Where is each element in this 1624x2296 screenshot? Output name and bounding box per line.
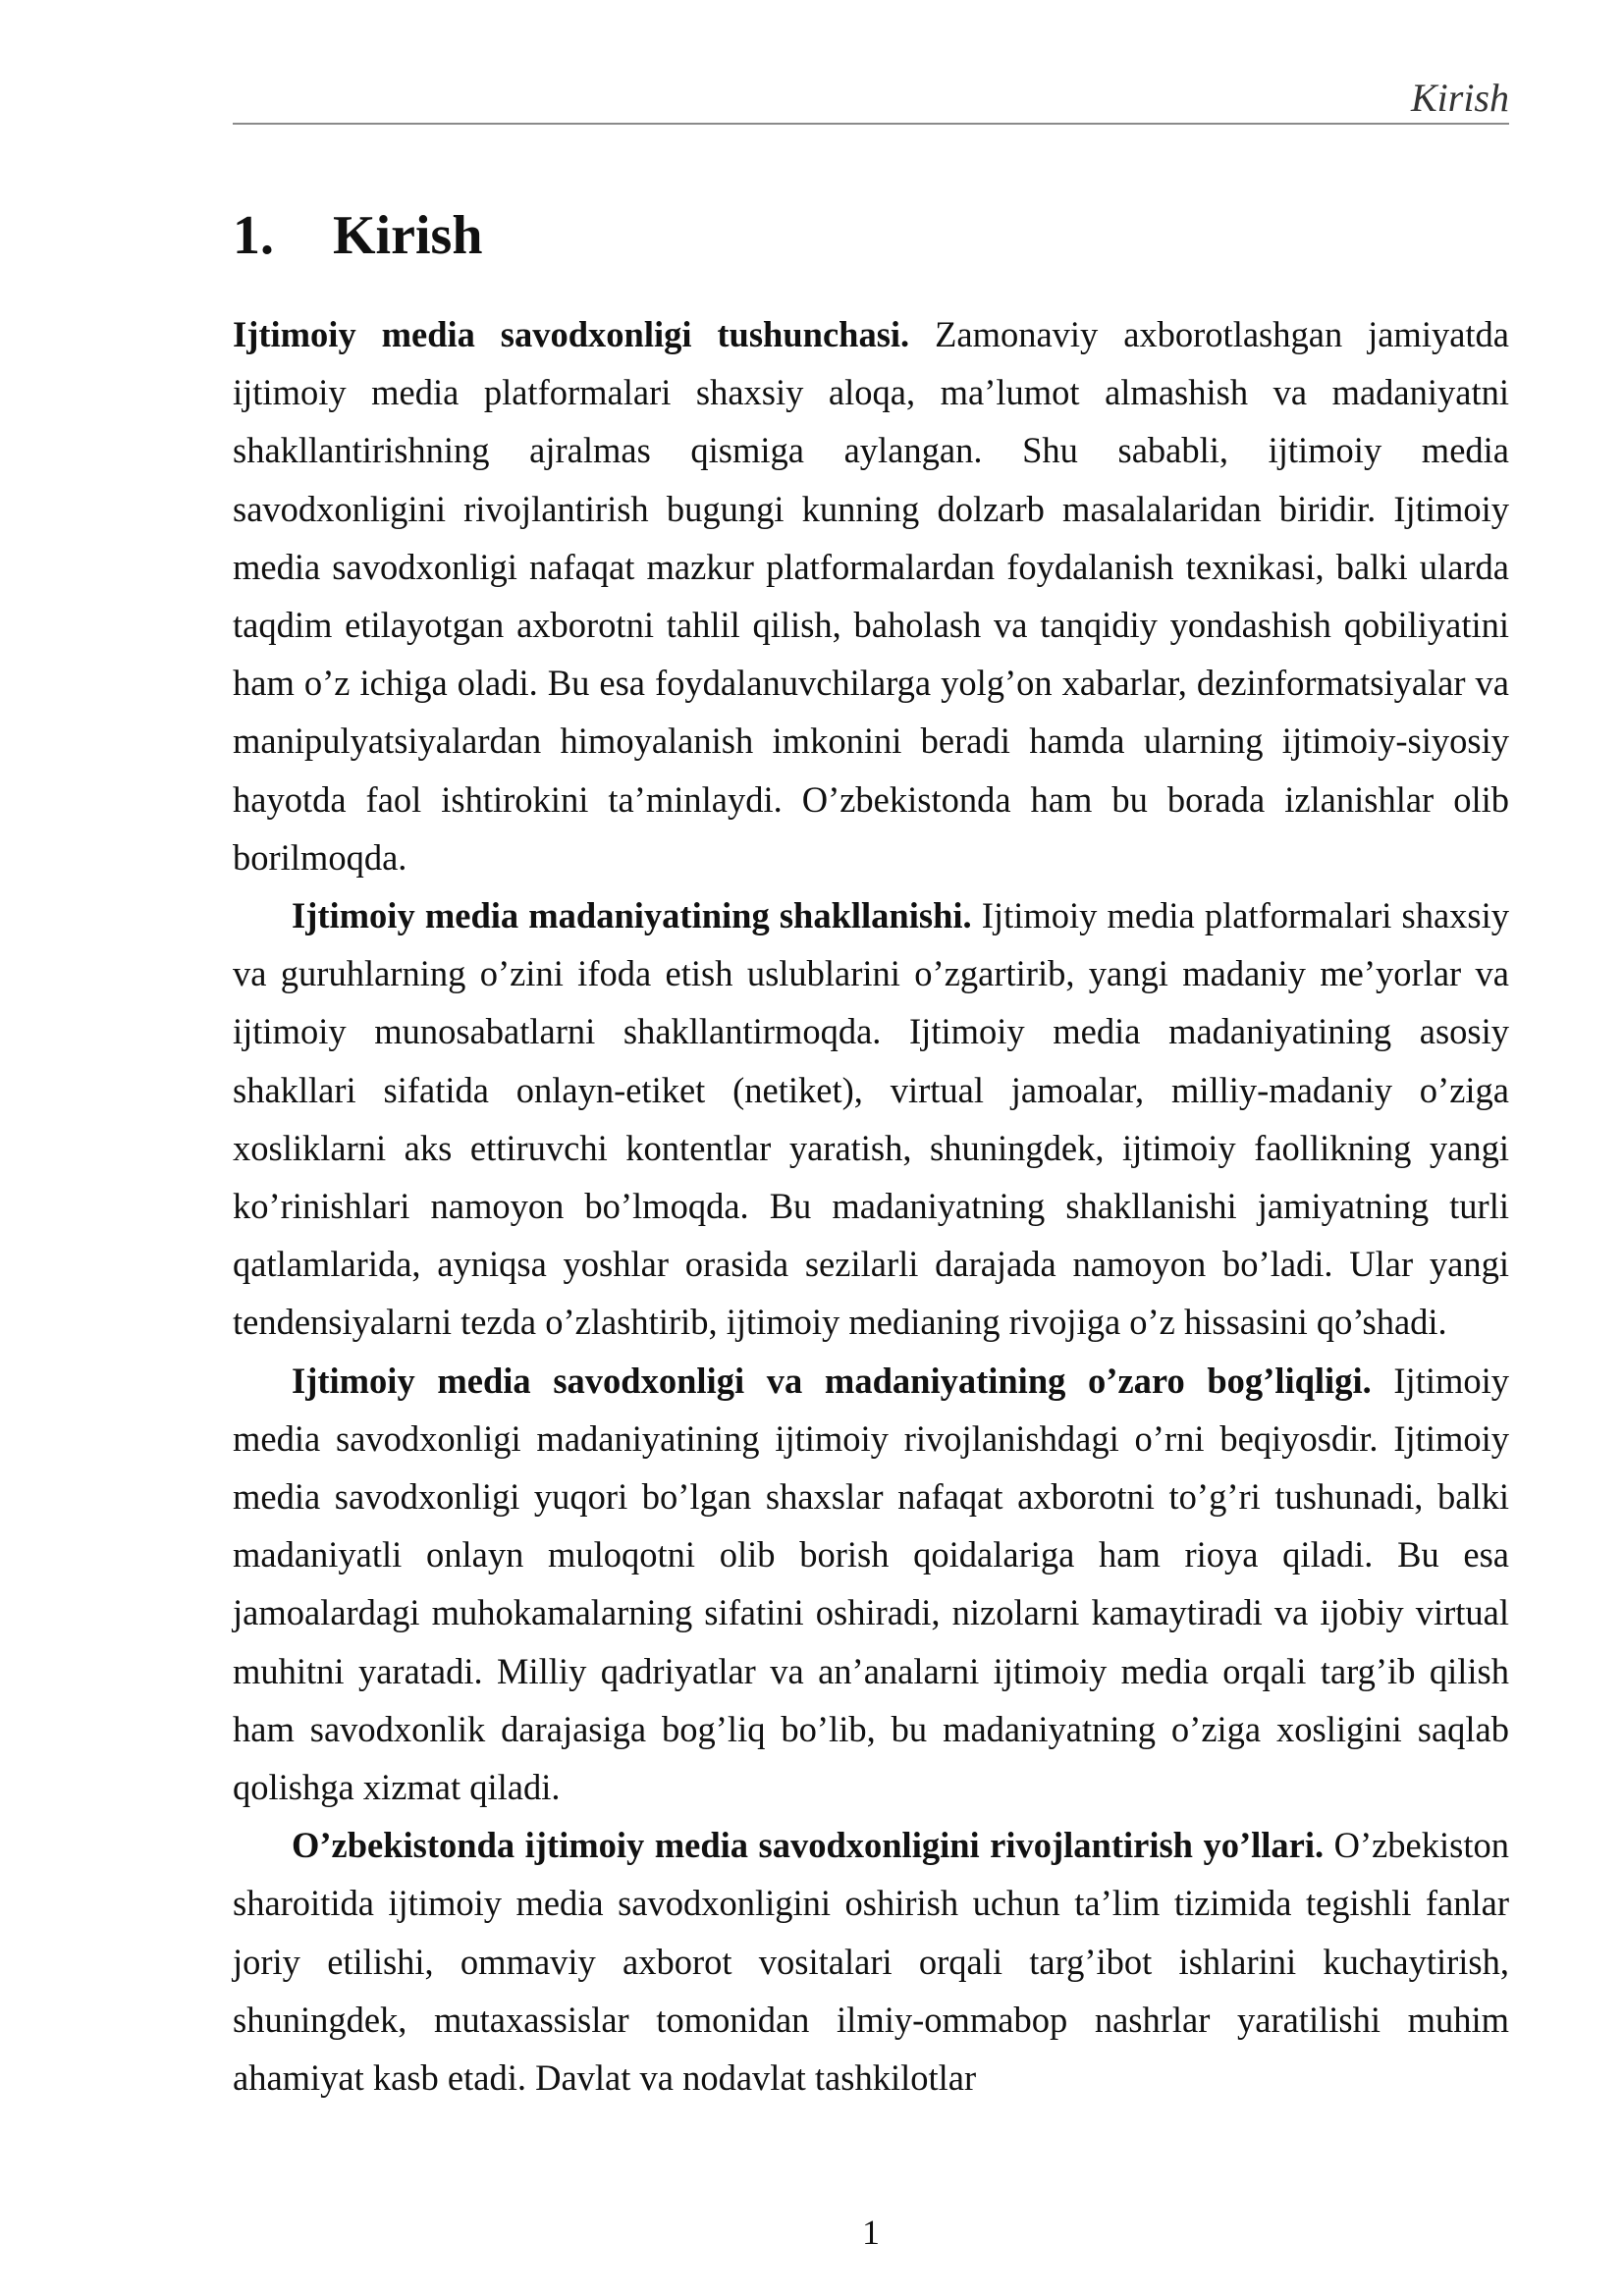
body-text	[233, 305, 1509, 2107]
paragraph-text: Ijtimoiy media platformalari shaxsiy va guruhlarning o’zini ifoda etish uslublarini o’zgartirib, yangi madaniy me’yorlar va ijtimoiy munosabatlarni shakllantirmoqda. Ijtimoiy media madaniyatining asosiy shakllari sifatida onlayn-etiket (netiket), virtual jamoalar, milliy-madaniy o’ziga xosliklarni aks ettiruvchi kontentlar yaratish, shuningdek, ijtimoiy faollikning yangi ko’rinishlari namoyon bo’lmoqda. Bu madaniyatning shakllanishi jamiyatning turli qatlamlarida, ayniqsa yoshlar orasida sezilarli darajada namoyon bo’ladi. Ular yangi tendensiyalarni tezda o’zlashtirib, ijtimoiy medianing rivojiga o’z hissasini qo’shadi.	[233, 895, 1509, 1343]
paragraph	[233, 1352, 1509, 1817]
paragraph-lead: Ijtimoiy media savodxonligi va madaniyatining o’zaro bog’liqligi.	[292, 1360, 1372, 1401]
paragraph-text: Ijtimoiy media savodxonligi madaniyatining ijtimoiy rivojlanishdagi o’rni beqiyosdir. Ijtimoiy media savodxonligi yuqori bo’lgan shaxslar nafaqat axborotni to’g’ri tushunadi, balki madaniyatli onlayn muloqotni olib borish qoidalariga ham rioya qiladi. Bu esa jamoalardagi muhokamalarning sifatini oshiradi, nizolarni kamaytiradi va ijobiy virtual muhitni yaratadi. Milliy qadriyatlar va an’analarni ijtimoiy media orqali targ’ib qilish ham savodxonlik darajasiga bog’liq bo’lib, bu madaniyatning o’ziga xosligini saqlab qolishga xizmat qiladi.	[233, 1360, 1510, 1808]
paragraph	[233, 305, 1509, 886]
chapter-number: 1.	[233, 205, 274, 266]
paragraph	[233, 886, 1509, 1352]
chapter-heading	[233, 196, 482, 275]
header-divider	[233, 123, 1509, 125]
page-number: 1	[862, 2213, 880, 2252]
paragraph	[233, 1816, 1509, 2107]
paragraph-text: Zamonaviy axborotlashgan jamiyatda ijtimoiy media platformalari shaxsiy aloqa, ma’lumot almashish va madaniyatni shakllantirishning ajralmas qismiga aylangan. Shu sababli, ijtimoiy media savodxonligini rivojlantirish bugungi kunning dolzarb masalalaridan biridir. Ijtimoiy media savodxonligi nafaqat mazkur platformalardan foydalanish texnikasi, balki ularda taqdim etilayotgan axborotni tahlil qilish, baholash va tanqidiy yondashish qobiliyatini ham o’z ichiga oladi. Bu esa foydalanuvchilarga yolg’on xabarlar, dezinformatsiyalar va manipulyatsiyalardan himoyalanish imkonini beradi hamda ularning ijtimoiy-siyosiy hayotda faol ishtirokini ta’minlaydi. O’zbekistonda ham bu borada izlanishlar olib borilmoqda.	[233, 314, 1510, 878]
running-header: Kirish	[1410, 76, 1509, 120]
paragraph-lead: O’zbekistonda ijtimoiy media savodxonligini rivojlantirish yo’llari.	[292, 1825, 1325, 1866]
paragraph-lead: Ijtimoiy media savodxonligi tushunchasi.	[233, 314, 910, 354]
paragraph-lead: Ijtimoiy media madaniyatining shakllanishi.	[292, 895, 972, 936]
paragraph-text: O’zbekiston sharoitida ijtimoiy media savodxonligini oshirish uchun ta’lim tizimida tegishli fanlar joriy etilishi, ommaviy axborot vositalari orqali targ’ibot ishlarini kuchaytirish, shuningdek, mutaxassislar tomonidan ilmiy-ommabop nashrlar yaratilishi muhim ahamiyat kasb etadi. Davlat va nodavlat tashkilotlar	[233, 1825, 1509, 2099]
chapter-title: Kirish	[333, 205, 483, 266]
